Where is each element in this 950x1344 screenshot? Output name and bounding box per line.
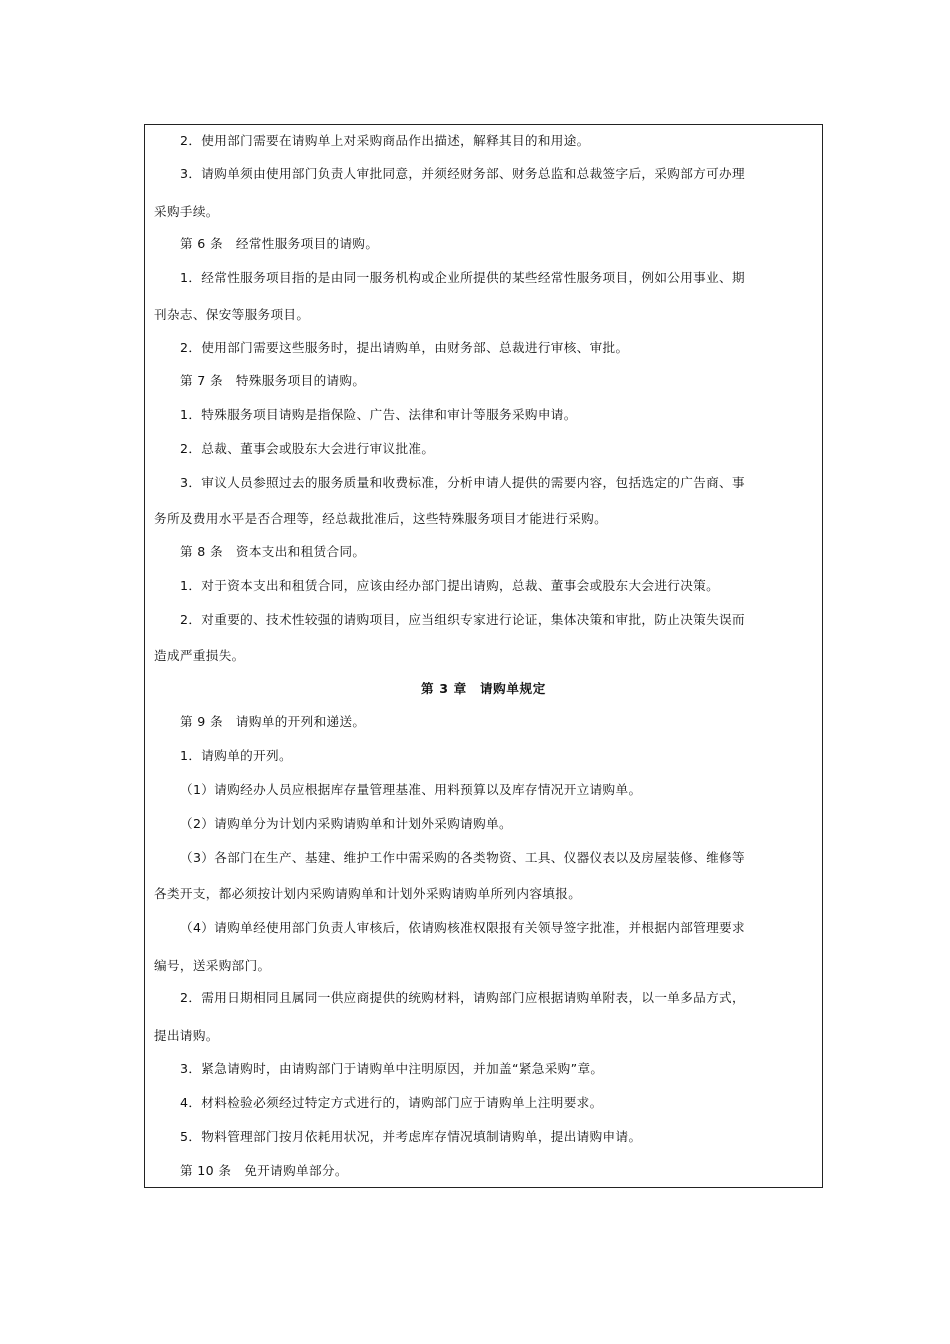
paragraph-line: 2．总裁、董事会或股东大会进行审议批准。 [180, 441, 435, 456]
paragraph-line: 1．请购单的开列。 [180, 748, 292, 763]
paragraph-line: 1．对于资本支出和租赁合同，应该由经办部门提出请购，总裁、董事会或股东大会进行决策。 [180, 578, 720, 593]
paragraph-line: 2．使用部门需要在请购单上对采购商品作出描述，解释其目的和用途。 [180, 133, 590, 148]
paragraph-line: （2）请购单分为计划内采购请购单和计划外采购请购单。 [180, 816, 512, 831]
paragraph-line: （1）请购经办人员应根据库存量管理基准、用料预算以及库存情况开立请购单。 [180, 782, 642, 797]
paragraph-line: 2．需用日期相同且属同一供应商提供的统购材料，请购部门应根据请购单附表，以一单多品方式， [180, 990, 745, 1005]
paragraph-line: 3．紧急请购时，由请购部门于请购单中注明原因，并加盖“紧急采购”章。 [180, 1061, 604, 1076]
paragraph-line: 5．物料管理部门按月依耗用状况，并考虑库存情况填制请购单，提出请购申请。 [180, 1129, 642, 1144]
article-heading: 第 8 条 资本支出和租赁合同。 [180, 544, 366, 559]
article-heading: 第 6 条 经常性服务项目的请购。 [180, 236, 379, 251]
paragraph-line: （3）各部门在生产、基建、维护工作中需采购的各类物资、工具、仪器仪表以及房屋装修、维修等 [180, 850, 745, 865]
chapter-heading: 第 3 章 请购单规定 [421, 681, 546, 696]
paragraph-line: 务所及费用水平是否合理等，经总裁批准后，这些特殊服务项目才能进行采购。 [154, 511, 608, 526]
paragraph-line: 提出请购。 [154, 1028, 219, 1043]
paragraph-line: 2．对重要的、技术性较强的请购项目，应当组织专家进行论证，集体决策和审批，防止决策失误而 [180, 612, 745, 627]
paragraph-line: 4．材料检验必须经过特定方式进行的，请购部门应于请购单上注明要求。 [180, 1095, 603, 1110]
paragraph-line: 2．使用部门需要这些服务时，提出请购单，由财务部、总裁进行审核、审批。 [180, 340, 629, 355]
paragraph-line: 采购手续。 [154, 204, 219, 219]
article-heading: 第 7 条 特殊服务项目的请购。 [180, 373, 366, 388]
article-heading: 第 9 条 请购单的开列和递送。 [180, 714, 366, 729]
document-table-cell [144, 124, 823, 1188]
paragraph-line: （4）请购单经使用部门负责人审核后，依请购核准权限报有关领导签字批准，并根据内部管理要求 [180, 920, 745, 935]
paragraph-line: 编号，送采购部门。 [154, 958, 271, 973]
article-heading: 第 10 条 免开请购单部分。 [180, 1163, 348, 1178]
paragraph-line: 1．经常性服务项目指的是由同一服务机构或企业所提供的某些经常性服务项目，例如公用事业、期 [180, 270, 745, 285]
paragraph-line: 1．特殊服务项目请购是指保险、广告、法律和审计等服务采购申请。 [180, 407, 577, 422]
paragraph-line: 3．审议人员参照过去的服务质量和收费标准，分析申请人提供的需要内容，包括选定的广告商、事 [180, 475, 745, 490]
paragraph-line: 造成严重损失。 [154, 648, 245, 663]
paragraph-line: 刊杂志、保安等服务项目。 [154, 307, 310, 322]
paragraph-line: 各类开支，都必须按计划内采购请购单和计划外采购请购单所列内容填报。 [154, 886, 582, 901]
paragraph-line: 3．请购单须由使用部门负责人审批同意，并须经财务部、财务总监和总裁签字后，采购部方可办理 [180, 166, 745, 181]
